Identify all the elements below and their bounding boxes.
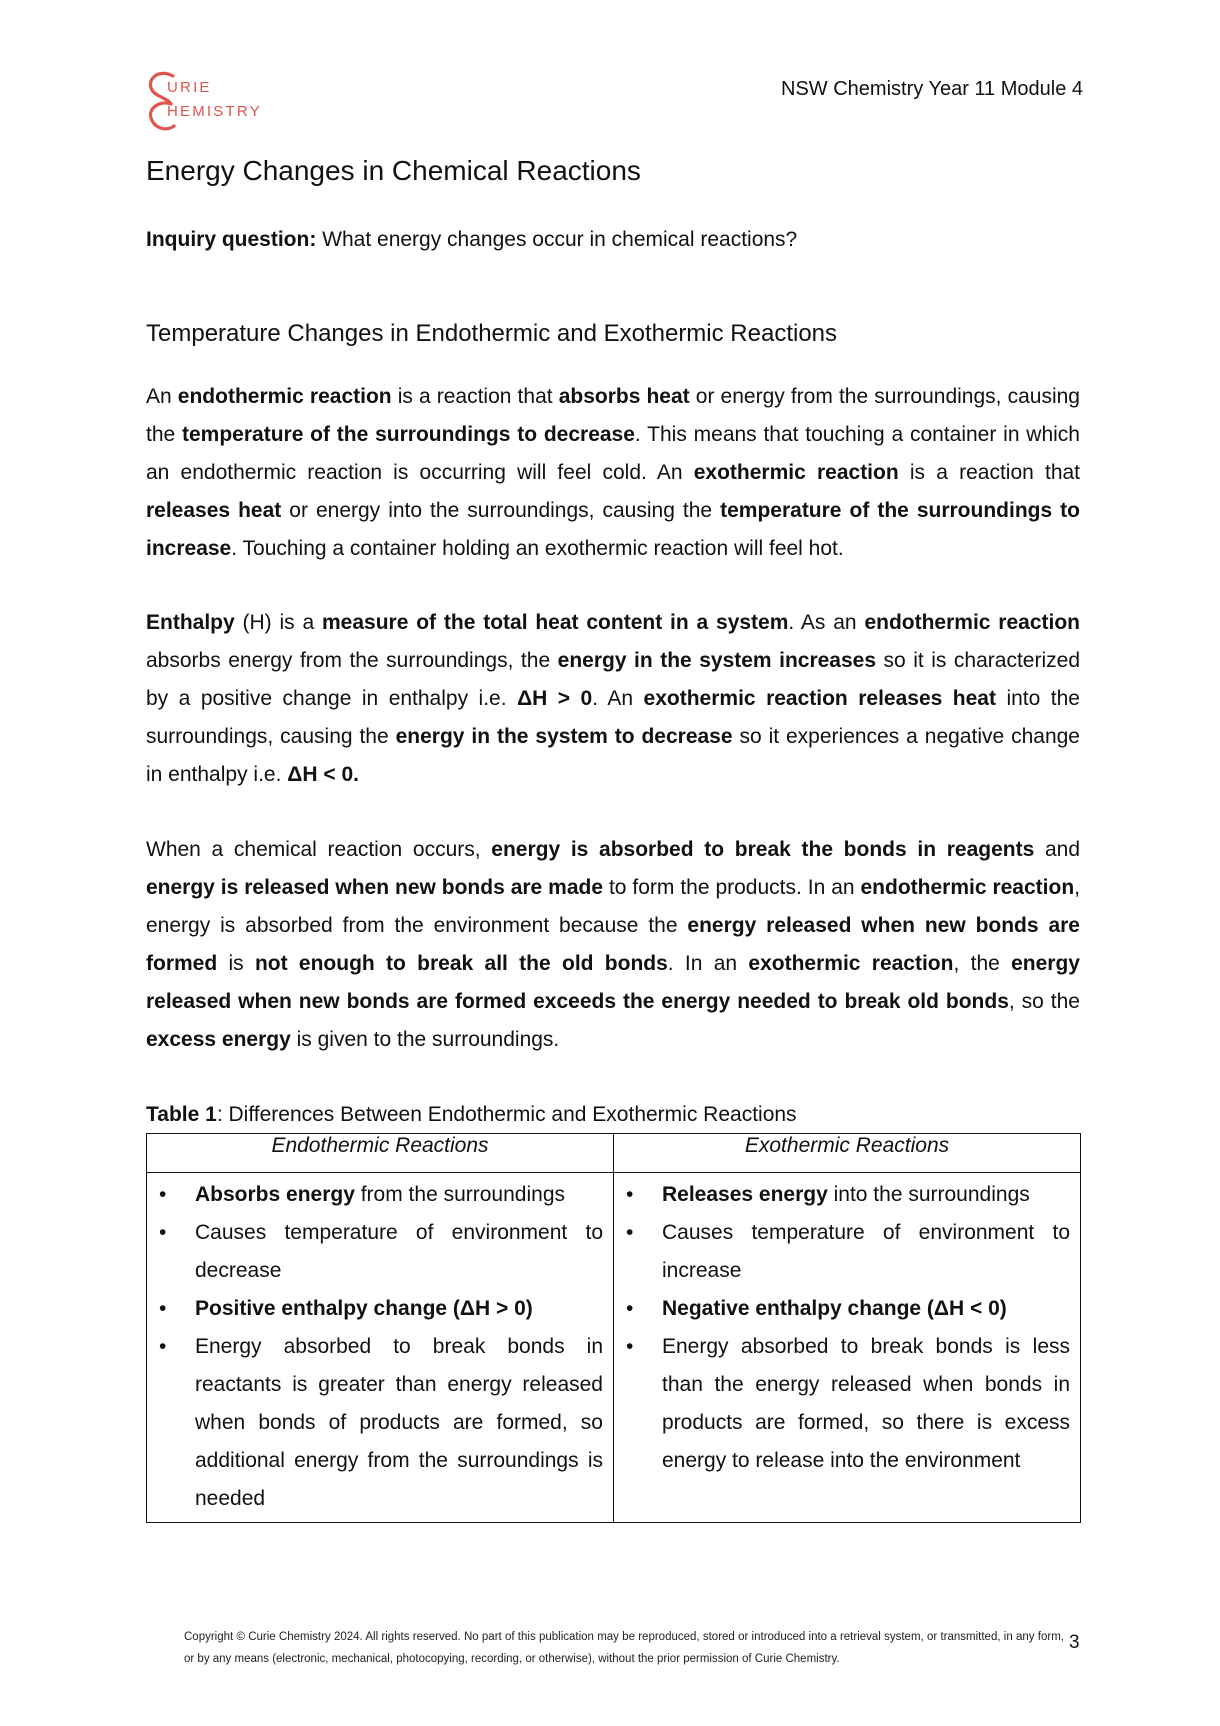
paragraph-bonds (146, 831, 1080, 1059)
bold-text-run: energy is released when new bonds are made (146, 876, 604, 899)
curie-chemistry-logo (146, 70, 296, 134)
bold-text-run: Enthalpy (146, 611, 235, 634)
inquiry-question (146, 228, 797, 252)
text-run: , the (953, 952, 1012, 975)
exothermic-column (614, 1173, 1081, 1523)
logo-text-line-1: URIE (167, 79, 212, 96)
bold-text-run: absorbs heat (558, 385, 690, 408)
bold-text-run: energy in the system increases (557, 649, 877, 672)
bold-text-run: releases heat (146, 499, 282, 522)
bold-text-run: ΔH < 0. (287, 763, 359, 786)
bold-text-run: exothermic reaction (693, 461, 899, 484)
bold-text-run: Releases energy (662, 1183, 828, 1206)
text-run: . This means that touching a container in which an endothermic reaction is occurring will feel cold. An (146, 423, 1080, 484)
bold-text-run: endothermic reaction (860, 876, 1075, 899)
paragraph-temperature (146, 378, 1080, 568)
table-caption (146, 1103, 797, 1127)
bold-text-run: measure of the total heat content in a system (322, 611, 789, 634)
endothermic-list (147, 1176, 603, 1518)
paragraph-enthalpy (146, 604, 1080, 794)
list-item (614, 1176, 1070, 1214)
comparison-table (146, 1133, 1081, 1523)
bold-text-run: not enough to break all the old bonds (254, 952, 668, 975)
bold-text-run: Negative enthalpy change (ΔH < 0) (662, 1297, 1007, 1320)
inquiry-label: Inquiry question: (146, 228, 317, 251)
list-item (614, 1290, 1070, 1328)
list-item (147, 1290, 603, 1328)
text-run: absorbs energy from the surroundings, the (146, 649, 558, 672)
text-run: . An (592, 687, 644, 710)
section-heading: Temperature Changes in Endothermic and Exothermic Reactions (146, 320, 838, 347)
bold-text-run: Absorbs energy (195, 1183, 355, 1206)
bold-text-run: exothermic reaction releases heat (643, 687, 996, 710)
text-run: Causes temperature of environment to increase (662, 1221, 1070, 1282)
exothermic-list (614, 1176, 1070, 1480)
bold-text-run: exothermic reaction (748, 952, 954, 975)
bold-text-run: energy released when new bonds are formed exceeds the energy needed to break old bonds (146, 952, 1080, 1013)
list-item (147, 1176, 603, 1214)
bold-text-run: endothermic reaction (177, 385, 392, 408)
text-run: , so the (1008, 990, 1080, 1013)
logo-text-line-2: HEMISTRY (167, 103, 262, 120)
table-caption-label: Table 1 (146, 1103, 217, 1126)
copyright-notice: Copyright © Curie Chemistry 2024. All rights reserved. No part of this publication may be reproduced, stored or introduced into a retrieval system, or transmitted, in any form, or by any means (electronic, mechanical, photocopying, recording, or otherwise), without the prior permission of Curie Chemistry. (184, 1631, 1064, 1665)
text-run: is a reaction that (898, 461, 1081, 484)
text-run: Energy absorbed to break bonds is less than the energy released when bonds in products are formed, so there is excess energy to release into the environment (662, 1335, 1070, 1472)
text-run: is given to the surroundings. (290, 1028, 560, 1051)
text-run: When a chemical reaction occurs, (146, 838, 492, 861)
text-run: An (146, 385, 178, 408)
bold-text-run: energy is absorbed to break the bonds in reagents (491, 838, 1035, 861)
bold-text-run: ΔH > 0 (517, 687, 593, 710)
text-run: so it experiences a negative change in enthalpy i.e. (146, 725, 1080, 786)
bold-text-run: energy in the system to decrease (395, 725, 733, 748)
text-run: into the surroundings, causing the (146, 687, 1080, 748)
list-item (614, 1214, 1070, 1290)
bold-text-run: energy released when new bonds are formed (146, 914, 1080, 975)
endothermic-column (147, 1173, 614, 1523)
text-run: from the surroundings (354, 1183, 565, 1206)
text-run: to form the products. In an (603, 876, 861, 899)
inquiry-text: What energy changes occur in chemical reactions? (316, 228, 798, 251)
text-run: is (217, 952, 255, 975)
bold-text-run: Positive enthalpy change (ΔH > 0) (195, 1297, 533, 1320)
text-run: into the surroundings (827, 1183, 1030, 1206)
text-run: Energy absorbed to break bonds in reactants is greater than energy released when bonds of products are formed, so additional energy from the surroundings is needed (195, 1335, 603, 1510)
text-run: is a reaction that (391, 385, 559, 408)
list-item (614, 1328, 1070, 1480)
text-run: , energy is absorbed from the environment because the (146, 876, 1080, 937)
list-item (147, 1328, 603, 1518)
table-header-endothermic: Endothermic Reactions (147, 1134, 614, 1173)
text-run: . As an (788, 611, 865, 634)
table-header-exothermic: Exothermic Reactions (614, 1134, 1081, 1173)
text-run: or energy into the surroundings, causing the (281, 499, 721, 522)
bold-text-run: temperature of the surroundings to increase (146, 499, 1080, 560)
text-run: . In an (667, 952, 749, 975)
bold-text-run: temperature of the surroundings to decrease (182, 423, 635, 446)
page-title: Energy Changes in Chemical Reactions (146, 155, 641, 186)
list-item (147, 1214, 603, 1290)
text-run: (H) is a (234, 611, 322, 634)
text-run: or energy from the surroundings, causing the (146, 385, 1080, 446)
page-number: 3 (1069, 1632, 1080, 1653)
table-caption-text: : Differences Between Endothermic and Exothermic Reactions (216, 1103, 797, 1126)
bold-text-run: endothermic reaction (864, 611, 1080, 634)
bold-text-run: excess energy (146, 1028, 291, 1051)
text-run: and (1034, 838, 1080, 861)
text-run: Causes temperature of environment to decrease (195, 1221, 603, 1282)
text-run: so it is characterized by a positive change in enthalpy i.e. (146, 649, 1080, 710)
text-run: . Touching a container holding an exothermic reaction will feel hot. (231, 537, 844, 560)
course-label: NSW Chemistry Year 11 Module 4 (781, 78, 1083, 100)
